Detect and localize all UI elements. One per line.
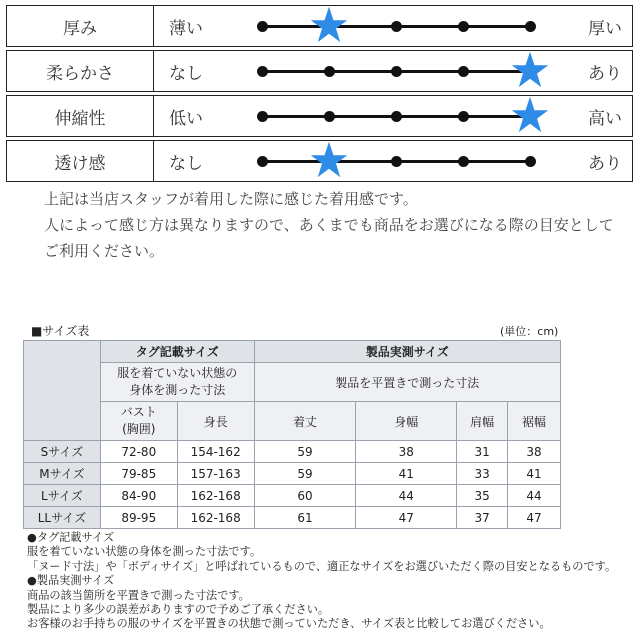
scale-dot [525, 156, 536, 167]
footnote-line: 「ヌード寸法」や「ボディサイズ」と呼ばれているもので、適正なサイズをお選びいただく際の目安となるものです。 [27, 559, 617, 573]
cell: 44 [508, 485, 561, 507]
note-line: 上記は当店スタッフが着用した際に感じた着用感です。 [44, 190, 418, 208]
size-label: LLサイズ [24, 507, 101, 529]
scale-dot [391, 156, 402, 167]
size-footnotes [27, 531, 616, 632]
scale-dot [458, 156, 469, 167]
feel-right-text: あり [588, 63, 622, 84]
feel-label: 透け感 [7, 141, 154, 181]
cell: 38 [508, 441, 561, 463]
col-header-bust [100, 402, 177, 441]
footnote-line: 製品により多少の誤差がありますので予めご了承ください。 [27, 603, 330, 617]
cell: 35 [457, 485, 508, 507]
bust-label: バスト [120, 405, 157, 419]
feel-scale [250, 51, 540, 91]
group-header-measure: 製品実測サイズ [254, 341, 560, 363]
feel-scale [250, 96, 540, 136]
table-row [24, 507, 561, 529]
feel-right-text: 厚い [588, 18, 622, 39]
scale-dot [257, 21, 268, 32]
table-row [24, 485, 561, 507]
feel-scale [250, 6, 540, 46]
cell: 44 [356, 485, 457, 507]
feel-row-sheerness [6, 140, 633, 182]
footnote-heading: ●タグ記載サイズ [27, 531, 115, 544]
feel-chart [6, 5, 633, 185]
scale-dot [458, 111, 469, 122]
cell: 41 [356, 463, 457, 485]
size-table [23, 340, 561, 529]
scale-dot [391, 66, 402, 77]
col-header-length: 着丈 [254, 402, 356, 441]
scale-dot [257, 111, 268, 122]
feel-label: 伸縮性 [7, 96, 154, 136]
feel-left-text: なし [169, 153, 203, 174]
table-row [24, 441, 561, 463]
cell: 72-80 [100, 441, 177, 463]
tag-desc-line: 身体を測った寸法 [129, 383, 226, 397]
cell: 31 [457, 441, 508, 463]
cell: 41 [508, 463, 561, 485]
footnote-heading: ●製品実測サイズ [27, 574, 115, 588]
cell: 59 [254, 463, 356, 485]
star-icon [511, 51, 549, 89]
scale-dot [458, 21, 469, 32]
cell: 37 [457, 507, 508, 529]
feel-row-stretch [6, 95, 633, 137]
col-header-shoulder: 肩幅 [457, 402, 508, 441]
scale-dot [525, 21, 536, 32]
feel-row-softness [6, 50, 633, 92]
cell: 59 [254, 441, 356, 463]
cell: 162-168 [177, 507, 254, 529]
tag-description [100, 363, 254, 402]
corner-cell [24, 341, 101, 441]
group-header-tag: タグ記載サイズ [100, 341, 254, 363]
cell: 162-168 [177, 485, 254, 507]
feel-right-text: 高い [588, 108, 622, 129]
feel-row-thickness [6, 5, 633, 47]
size-label: Sサイズ [24, 441, 101, 463]
cell: 47 [356, 507, 457, 529]
scale-dot [324, 66, 335, 77]
cell: 33 [457, 463, 508, 485]
col-header-body-width: 身幅 [356, 402, 457, 441]
size-label: Lサイズ [24, 485, 101, 507]
size-table-unit: (単位：cm) [500, 325, 559, 338]
star-icon [310, 141, 348, 179]
cell: 79-85 [100, 463, 177, 485]
feel-left-text: 低い [169, 108, 203, 129]
cell: 154-162 [177, 441, 254, 463]
star-icon [511, 96, 549, 134]
feel-note [44, 186, 614, 264]
tag-desc-line: 服を着ていない状態の [117, 366, 238, 380]
measure-description: 製品を平置きで測った寸法 [254, 363, 560, 402]
size-label: Mサイズ [24, 463, 101, 485]
cell: 89-95 [100, 507, 177, 529]
scale-dot [324, 111, 335, 122]
note-line: 人によって感じ方は異なりますので、あくまでも商品をお選びになる際の目安として [44, 216, 614, 234]
scale-dot [257, 66, 268, 77]
feel-right-text: あり [588, 153, 622, 174]
cell: 60 [254, 485, 356, 507]
note-line: ご利用ください。 [44, 242, 165, 260]
col-header-hem: 裾幅 [508, 402, 561, 441]
scale-dot [257, 156, 268, 167]
feel-label: 厚み [7, 6, 154, 46]
scale-dot [391, 21, 402, 32]
cell: 47 [508, 507, 561, 529]
star-icon [310, 6, 348, 44]
cell: 157-163 [177, 463, 254, 485]
footnote-line: 服を着ていない状態の身体を測った寸法です。 [27, 545, 262, 559]
scale-dot [458, 66, 469, 77]
scale-dot [391, 111, 402, 122]
feel-scale [250, 141, 540, 181]
cell: 61 [254, 507, 356, 529]
feel-label: 柔らかさ [7, 51, 154, 91]
table-row [24, 463, 561, 485]
col-header-height: 身長 [177, 402, 254, 441]
bust-sub-label: (胸囲) [122, 422, 156, 436]
footnote-line: 商品の該当箇所を平置きで測った寸法です。 [27, 588, 250, 602]
footnote-line: お客様のお手持ちの服のサイズを平置きの状態で測っていただき、サイズ表と比較してお選びください。 [27, 617, 551, 631]
cell: 38 [356, 441, 457, 463]
cell: 84-90 [100, 485, 177, 507]
feel-left-text: 薄い [169, 18, 203, 39]
feel-left-text: なし [169, 63, 203, 84]
size-table-title: ■サイズ表 [31, 324, 90, 338]
